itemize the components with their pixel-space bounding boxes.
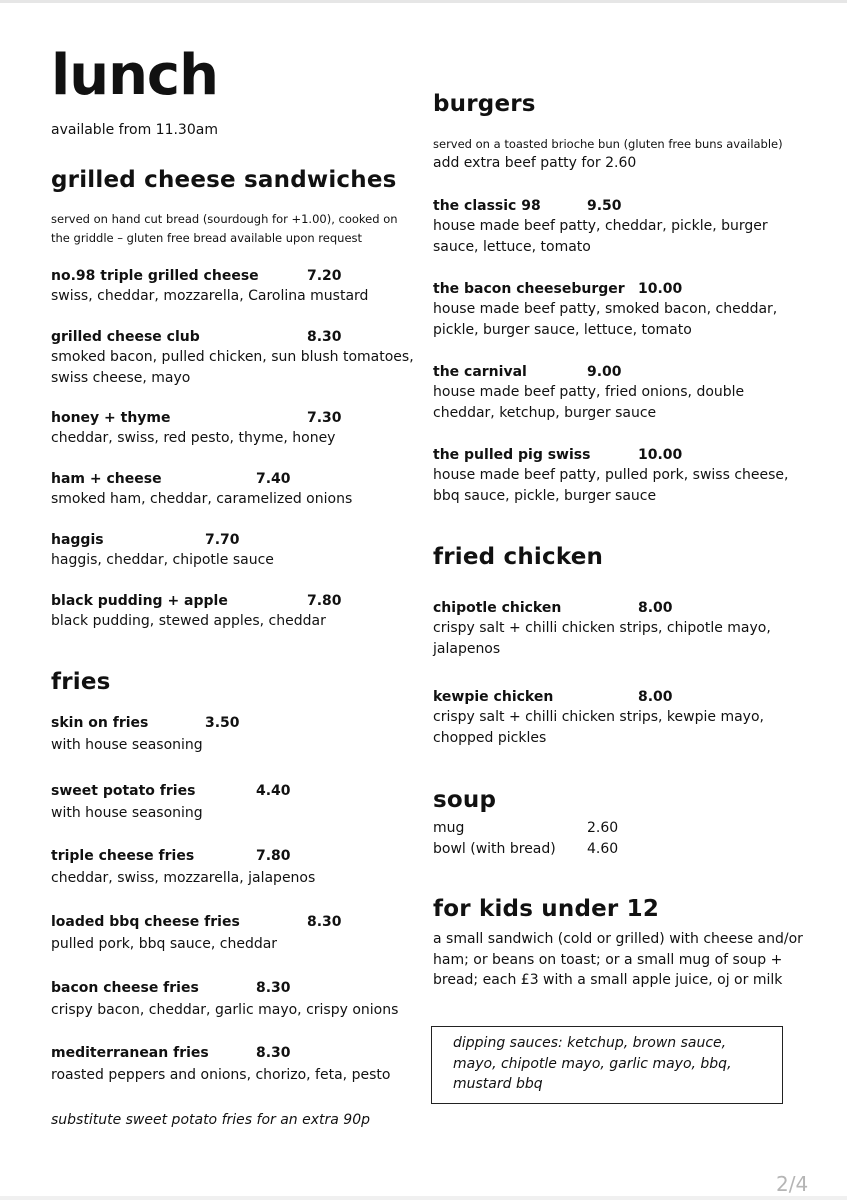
menu-item-triple-grilled-cheese (51, 266, 421, 307)
item-description: smoked ham, cheddar, caramelized onions (51, 491, 353, 507)
menu-item-mediterranean-fries (51, 1043, 421, 1086)
item-description: house made beef patty, smoked bacon, cheddar, pickle, burger sauce, lettuce, tomato (433, 301, 778, 338)
item-name: no.98 triple grilled cheese (51, 268, 259, 284)
item-name: the bacon cheeseburger (433, 281, 625, 297)
item-price: 10.00 (638, 281, 683, 297)
item-price: 3.50 (205, 715, 240, 731)
item-name: kewpie chicken (433, 689, 554, 705)
item-price: 4.40 (256, 783, 291, 799)
menu-item-honey-thyme (51, 408, 421, 449)
item-price: 10.00 (638, 447, 683, 463)
item-description: crispy salt + chilli chicken strips, kewpie mayo, chopped pickles (433, 709, 764, 746)
kids-heading: for kids under 12 (433, 896, 660, 922)
menu-item-triple-cheese-fries (51, 846, 421, 889)
fried-chicken-heading: fried chicken (433, 544, 604, 570)
item-name: the pulled pig swiss (433, 447, 591, 463)
item-name: skin on fries (51, 715, 149, 731)
item-name: triple cheese fries (51, 848, 195, 864)
item-price: 9.50 (587, 198, 622, 214)
item-price: 7.80 (307, 593, 342, 609)
item-name: honey + thyme (51, 410, 171, 426)
soup-name: mug (433, 820, 465, 836)
menu-item-grilled-cheese-club (51, 327, 421, 389)
availability-note: available from 11.30am (51, 122, 218, 138)
menu-item-the-carnival (433, 362, 803, 424)
menu-item-kewpie-chicken (433, 687, 803, 749)
item-description: house made beef patty, cheddar, pickle, burger sauce, lettuce, tomato (433, 218, 768, 255)
item-name: grilled cheese club (51, 329, 200, 345)
item-price: 8.30 (256, 1045, 291, 1061)
top-border (0, 0, 847, 3)
menu-item-classic-98 (433, 196, 803, 258)
item-name: the carnival (433, 364, 527, 380)
item-price: 8.00 (638, 600, 673, 616)
dipping-sauces-box (431, 1026, 783, 1104)
item-description: crispy bacon, cheddar, garlic mayo, crispy onions (51, 1002, 399, 1018)
menu-item-black-pudding-apple (51, 591, 421, 632)
item-description: cheddar, swiss, red pesto, thyme, honey (51, 430, 336, 446)
item-name: ham + cheese (51, 471, 162, 487)
item-name: mediterranean fries (51, 1045, 209, 1061)
item-name: chipotle chicken (433, 600, 562, 616)
page-indicator: 2/4 (776, 1172, 809, 1196)
grilled-cheese-heading: grilled cheese sandwiches (51, 167, 397, 193)
item-description: haggis, cheddar, chipotle sauce (51, 552, 274, 568)
menu-item-bacon-cheeseburger (433, 279, 803, 341)
burgers-heading: burgers (433, 91, 536, 117)
menu-item-skin-on-fries (51, 713, 421, 756)
extra-patty-note: add extra beef patty for 2.60 (433, 155, 637, 171)
item-price: 7.40 (256, 471, 291, 487)
item-description: swiss, cheddar, mozzarella, Carolina mustard (51, 288, 369, 304)
item-price: 8.00 (638, 689, 673, 705)
menu-item-chipotle-chicken (433, 598, 803, 660)
item-name: sweet potato fries (51, 783, 196, 799)
item-description: black pudding, stewed apples, cheddar (51, 613, 326, 629)
item-name: haggis (51, 532, 104, 548)
menu-item-ham-cheese (51, 469, 421, 510)
item-description: pulled pork, bbq sauce, cheddar (51, 936, 278, 952)
dipping-sauces-text: dipping sauces: ketchup, brown sauce, mayo, chipotle mayo, garlic mayo, bbq, mustard bbq (453, 1035, 732, 1092)
menu-item-sweet-potato-fries (51, 781, 421, 824)
item-price: 7.80 (256, 848, 291, 864)
soup-row-mug (433, 818, 733, 839)
item-name: black pudding + apple (51, 593, 228, 609)
item-description: with house seasoning (51, 737, 203, 753)
item-price: 7.30 (307, 410, 342, 426)
item-name: bacon cheese fries (51, 980, 199, 996)
page-title: lunch (51, 43, 218, 108)
menu-item-haggis (51, 530, 421, 571)
item-price: 7.20 (307, 268, 342, 284)
item-price: 8.30 (307, 914, 342, 930)
item-name: loaded bbq cheese fries (51, 914, 240, 930)
grilled-cheese-note: served on hand cut bread (sourdough for +1.00), cooked on the griddle – gluten free bread available upon request (51, 212, 398, 245)
item-description: house made beef patty, pulled pork, swiss cheese, bbq sauce, pickle, burger sauce (433, 467, 789, 504)
menu-item-loaded-bbq-cheese-fries (51, 912, 421, 955)
soup-heading: soup (433, 787, 497, 813)
bottom-border (0, 1196, 847, 1200)
soup-price: 2.60 (587, 820, 619, 836)
item-price: 8.30 (307, 329, 342, 345)
kids-description: a small sandwich (cold or grilled) with cheese and/or ham; or beans on toast; or a small mug of soup + bread; each £3 with a small apple juice, oj or milk (433, 931, 803, 988)
item-description: house made beef patty, fried onions, double cheddar, ketchup, burger sauce (433, 384, 745, 421)
item-price: 8.30 (256, 980, 291, 996)
burgers-note: served on a toasted brioche bun (gluten free buns available) (433, 137, 783, 151)
soup-name: bowl (with bread) (433, 841, 556, 857)
item-description: with house seasoning (51, 805, 203, 821)
soup-row-bowl (433, 839, 733, 860)
item-description: crispy salt + chilli chicken strips, chipotle mayo, jalapenos (433, 620, 771, 657)
fries-heading: fries (51, 669, 111, 695)
item-description: smoked bacon, pulled chicken, sun blush tomatoes, swiss cheese, mayo (51, 349, 414, 386)
menu-item-pulled-pig-swiss (433, 445, 803, 507)
substitute-note: substitute sweet potato fries for an extra 90p (51, 1112, 370, 1128)
item-name: the classic 98 (433, 198, 541, 214)
menu-item-bacon-cheese-fries (51, 978, 421, 1021)
item-price: 7.70 (205, 532, 240, 548)
item-price: 9.00 (587, 364, 622, 380)
soup-price: 4.60 (587, 841, 619, 857)
item-description: roasted peppers and onions, chorizo, feta, pesto (51, 1067, 391, 1083)
item-description: cheddar, swiss, mozzarella, jalapenos (51, 870, 316, 886)
